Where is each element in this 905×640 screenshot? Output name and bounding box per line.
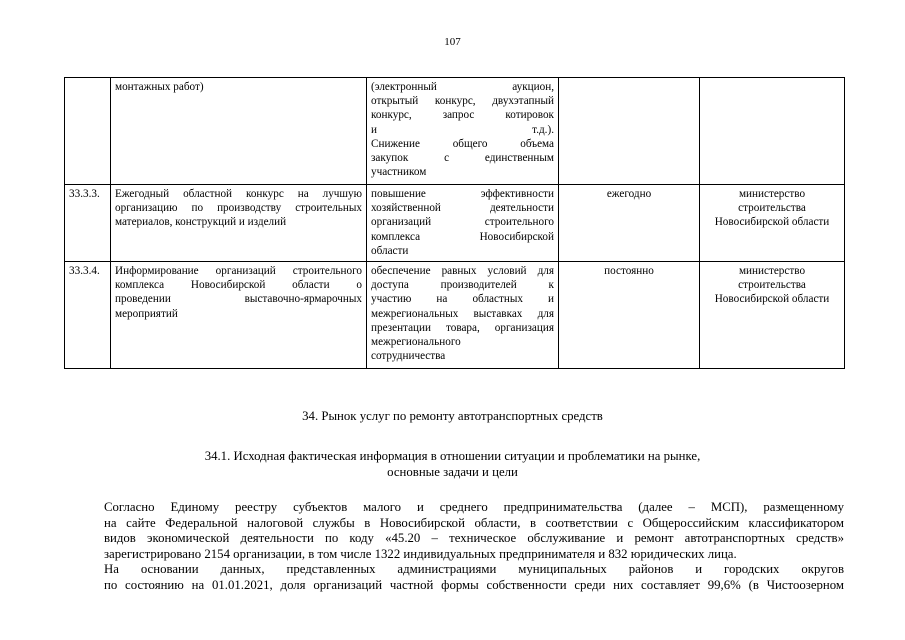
measures-table xyxy=(64,77,845,369)
cell-line: презентации товара, организация xyxy=(371,321,554,334)
table-row xyxy=(65,78,845,185)
subsection-heading-line: 34.1. Исходная фактическая информация в отношении ситуации и проблематики на рынке, xyxy=(204,449,701,463)
cell-line: обеспечение равных условий для xyxy=(371,265,554,278)
cell-line: комплекса Новосибирской области о xyxy=(115,279,362,292)
cell-line: строительства xyxy=(738,279,806,292)
cell-term: постоянно xyxy=(559,262,700,369)
cell-action xyxy=(111,262,367,369)
cell-line: Снижение общего объема xyxy=(371,137,554,150)
cell-executor xyxy=(700,262,845,369)
cell-line: доступа производителей к xyxy=(371,279,554,292)
paragraph-line: видов экономической деятельности по коду «45.20 – техническое обслуживание и ремонт автотранспортных средств» xyxy=(104,531,844,545)
paragraph-line: зарегистрировано 2154 организации, в том числе 1322 индивидуальных предпринимателя и 832 юридических лица. xyxy=(104,546,737,561)
cell-term xyxy=(559,78,700,185)
subsection-heading-line: основные задачи и цели xyxy=(387,464,518,479)
cell-line: конкурс, запрос котировок xyxy=(371,109,554,122)
paragraph xyxy=(64,562,844,593)
paragraph-line: по состоянию на 01.01.2021, доля организаций частной формы собственности среди них составляет 99,6% (в Чистоозерном xyxy=(104,577,844,592)
cell-line: министерство xyxy=(738,265,806,278)
cell-line: министерство xyxy=(738,188,806,200)
cell-executor xyxy=(700,78,845,185)
cell-action xyxy=(111,185,367,262)
cell-line: Новосибирской области xyxy=(714,216,830,229)
cell-line: хозяйственной деятельности xyxy=(371,202,554,215)
cell-line: монтажных работ) xyxy=(115,81,204,93)
page-number: 107 xyxy=(444,36,461,48)
cell-result xyxy=(367,262,559,369)
paragraph-line: Согласно Единому реестру субъектов малого и среднего предпринимательства (далее – МСП), размещенному xyxy=(104,500,844,514)
cell-line: участию на областных и xyxy=(371,293,554,306)
cell-line: организаций строительного xyxy=(371,216,554,229)
cell-line: закупок с единственным xyxy=(371,152,554,165)
cell-line: проведении выставочно-ярмарочных xyxy=(115,293,362,306)
subsection-heading xyxy=(140,449,765,480)
cell-line: открытый конкурс, двухэтапный xyxy=(371,95,554,108)
cell-line: сотрудничества xyxy=(371,350,446,363)
cell-line: материалов, конструкций и изделий xyxy=(115,216,287,229)
cell-line: области xyxy=(371,244,409,257)
section-heading: 34. Рынок услуг по ремонту автотранспортных средств xyxy=(302,409,603,423)
cell-line: межрегионального xyxy=(371,336,461,349)
cell-executor xyxy=(700,185,845,262)
cell-line: участником xyxy=(371,166,427,179)
paragraph-line: на сайте Федеральной налоговой службы в Новосибирской области, в соответствии с Общероссийским классификатором xyxy=(104,515,844,530)
body-text xyxy=(64,500,844,593)
cell-line: организацию по производству строительных xyxy=(115,202,362,215)
cell-line: межрегиональных выставках для xyxy=(371,307,554,320)
cell-term: ежегодно xyxy=(559,185,700,262)
paragraph xyxy=(64,500,844,562)
cell-line: и т.д.). xyxy=(371,123,554,136)
cell-line: (электронный аукцион, xyxy=(371,81,554,93)
table-row xyxy=(65,185,845,262)
paragraph-line: На основании данных, представленных администрациями муниципальных районов и городских округов xyxy=(104,562,844,576)
cell-result xyxy=(367,185,559,262)
cell-line: строительства xyxy=(738,202,806,215)
cell-action xyxy=(111,78,367,185)
cell-line: Ежегодный областной конкурс на лучшую xyxy=(115,188,362,200)
cell-line: повышение эффективности xyxy=(371,188,554,200)
cell-number: 33.3.4. xyxy=(65,262,111,369)
cell-number: 33.3.3. xyxy=(65,185,111,262)
cell-line: Новосибирской области xyxy=(714,293,830,306)
cell-number xyxy=(65,78,111,185)
table-row xyxy=(65,262,845,369)
cell-result xyxy=(367,78,559,185)
cell-line: Информирование организаций строительного xyxy=(115,265,362,278)
cell-line: комплекса Новосибирской xyxy=(371,230,554,243)
cell-line: мероприятий xyxy=(115,307,178,320)
